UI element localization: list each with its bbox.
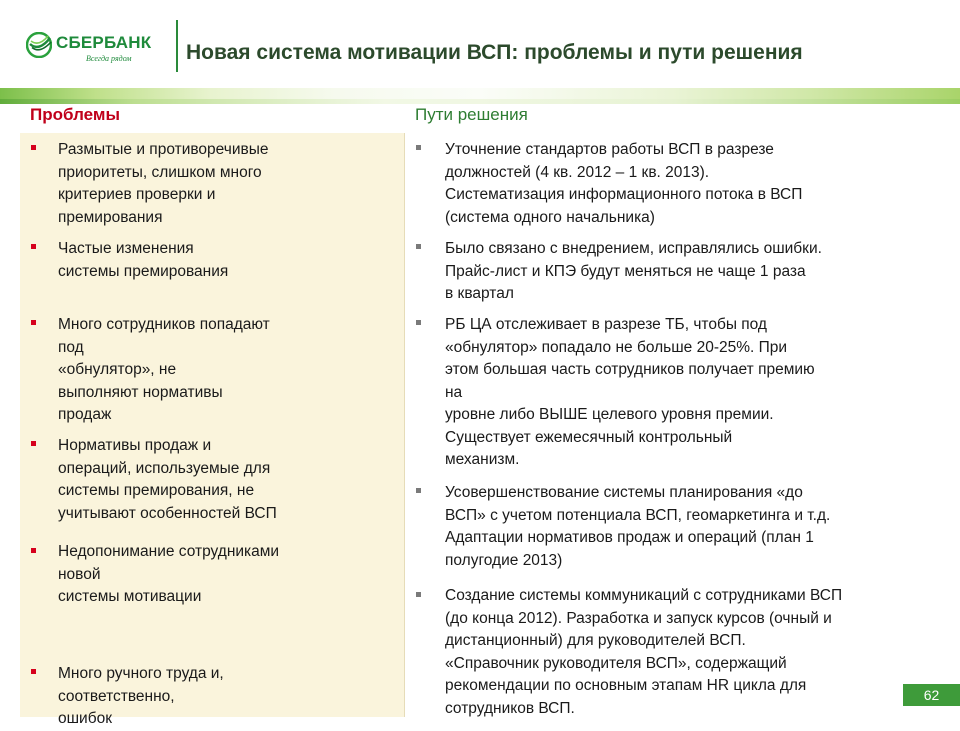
decorative-leaf-band-lower	[0, 99, 960, 104]
solutions-heading: Пути решения	[415, 105, 528, 124]
solution-bullet-icon	[416, 592, 421, 597]
problem-item: Много ручного труда и, соответственно, ошибок	[58, 665, 224, 727]
problem-item: Частые изменения системы премирования	[58, 240, 229, 280]
problems-heading: Проблемы	[30, 105, 120, 124]
sberbank-logo	[26, 30, 166, 70]
solution-bullet-icon	[416, 145, 421, 150]
solution-item: Уточнение стандартов работы ВСП в разрезе должностей (4 кв. 2012 – 1 кв. 2013). Систематизация информационного потока в ВСП (система одного начальника)	[445, 141, 803, 226]
problem-bullet-icon	[31, 320, 36, 325]
problem-bullet-icon	[31, 669, 36, 674]
logo-tagline: Всегда рядом	[86, 54, 132, 63]
solution-bullet-icon	[416, 244, 421, 249]
problem-bullet-icon	[31, 244, 36, 249]
solution-bullet-icon	[416, 320, 421, 325]
problem-item: Много сотрудников попадают под «обнулятор», не выполняют нормативы продаж	[58, 316, 270, 423]
problem-bullet-icon	[31, 548, 36, 553]
solution-item: РБ ЦА отслеживает в разрезе ТБ, чтобы под «обнулятор» попадало не больше 20-25%. При этом большая часть сотрудников получает премию на уровне либо ВЫШЕ целевого уровня премии. Существует ежемесячный контрольный механизм.	[445, 316, 815, 468]
problem-item: Нормативы продаж и операций, используемые для системы премирования, не учитывают особенностей ВСП	[58, 437, 277, 522]
page-number: 62	[903, 684, 960, 706]
solution-item: Создание системы коммуникаций с сотрудниками ВСП (до конца 2012). Разработка и запуск курсов (очный и дистанционный) для руководителей ВСП. «Справочник руководителя ВСП», содержащий рекомендации по основным этапам HR цикла для сотрудников ВСП.	[445, 587, 843, 717]
solution-item: Было связано с внедрением, исправлялись ошибки. Прайс-лист и КПЭ будут меняться не чаще 1 раза в квартал	[445, 240, 822, 302]
page-title: Новая система мотивации ВСП: проблемы и пути решения	[186, 41, 803, 64]
solution-item: Усовершенствование системы планирования «до ВСП» с учетом потенциала ВСП, геомаркетинга и т.д. Адаптации нормативов продаж и операций (план 1 полугодие 2013)	[445, 484, 831, 569]
problem-bullet-icon	[31, 145, 36, 150]
problem-item: Размытые и противоречивые приоритеты, слишком много критериев проверки и премирования	[58, 141, 269, 226]
sberbank-logo-icon	[26, 32, 52, 58]
solution-bullet-icon	[416, 488, 421, 493]
problem-bullet-icon	[31, 441, 36, 446]
problem-item: Недопонимание сотрудниками новой системы мотивации	[58, 543, 280, 605]
logo-name: СБЕРБАНК	[56, 33, 152, 52]
title-divider	[176, 20, 178, 72]
